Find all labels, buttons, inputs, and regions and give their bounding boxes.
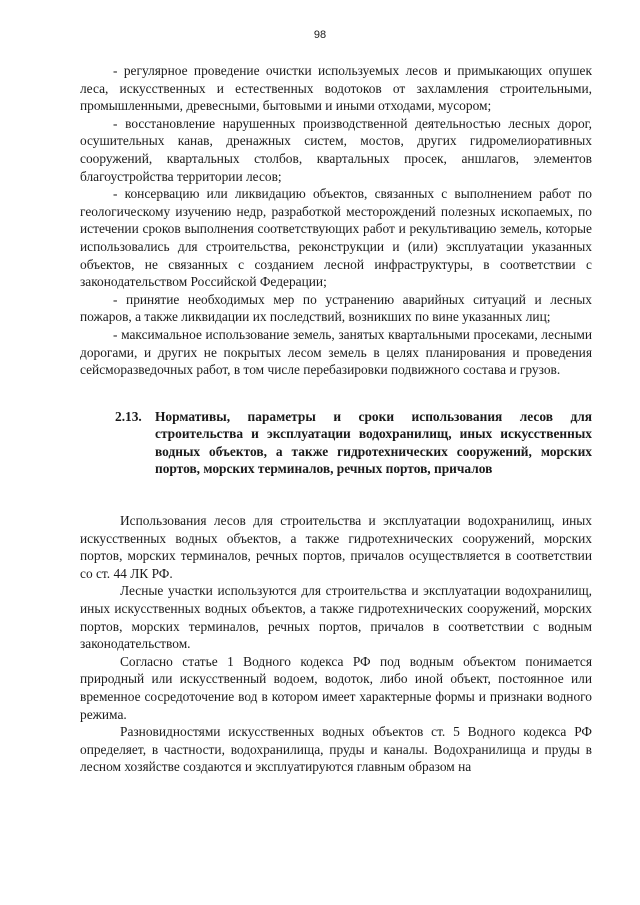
paragraph: Лесные участки используются для строительства и эксплуатации водохранилищ, иных искусственных водных объектов, а также гидротехнических сооружений, морских портов, морских терминалов, речных портов, причалов в соответствии с водным законодательством.: [80, 583, 592, 652]
paragraph: Разновидностями искусственных водных объектов ст. 5 Водного кодекса РФ определяет, в частности, водохранилища, пруды и каналы. Водохранилища и пруды в лесном хозяйстве создаются и эксплуатируются главным образом на: [80, 724, 592, 775]
list-item: - максимальное использование земель, занятых квартальными просеками, лесными дорогами, и других не покрытых лесом земель в целях планирования и проведения сейсморазведочных работ, в том числе перебазировки подвижного состава и грузов.: [80, 326, 592, 378]
paragraph: Согласно статье 1 Водного кодекса РФ под водным объектом понимается природный или искусственный водоем, водоток, либо иной объект, постоянное или временное сосредоточение вод в котором имеет характерные формы и признаки водного режима.: [80, 653, 592, 722]
section-heading: [80, 408, 592, 478]
paragraph: Использования лесов для строительства и эксплуатации водохранилищ, иных искусственных водных объектов, а также гидротехнических сооружений, морских портов, морских терминалов, речных портов, причалов осуществляется в соответствии со ст. 44 ЛК РФ.: [80, 513, 592, 581]
list-item: - регулярное проведение очистки используемых лесов и примыкающих опушек леса, искусственных и естественных водотоков от захламления строительными, промышленными, древесными, бытовыми и иными отходами, мусором;: [80, 63, 592, 114]
list-item: - принятие необходимых мер по устранению аварийных ситуаций и лесных пожаров, а также ликвидации их последствий, возникших по вине указанных лиц;: [80, 291, 592, 325]
list-item: - восстановление нарушенных производственной деятельностью лесных дорог, осушительных канав, дренажных систем, мостов, других гидромелиоративных сооружений, квартальных столбов, квартальных просек, аншлагов, элементов благоустройства территории лесов;: [80, 115, 592, 184]
list-item: - консервацию или ликвидацию объектов, связанных с выполнением работ по геологическому изучению недр, разработкой месторождений полезных ископаемых, по истечении сроков выполнения соответствующих работ и рекультивацию земель, которые использовались для строительства, реконструкции и (или) эксплуатации указанных объектов, не связанных с созданием лесной инфраструктуры, в соответствии с законодательством Российской Федерации;: [80, 186, 592, 290]
page-number: 98: [313, 29, 327, 41]
section-number: 2.13.: [115, 408, 142, 424]
document-body: [80, 62, 592, 776]
section-title: Нормативы, параметры и сроки использования лесов для строительства и эксплуатации водохранилищ, иных искусственных водных объектов, а также гидротехнических сооружений, морских портов, морских терминалов, речных портов, причалов: [155, 408, 592, 477]
